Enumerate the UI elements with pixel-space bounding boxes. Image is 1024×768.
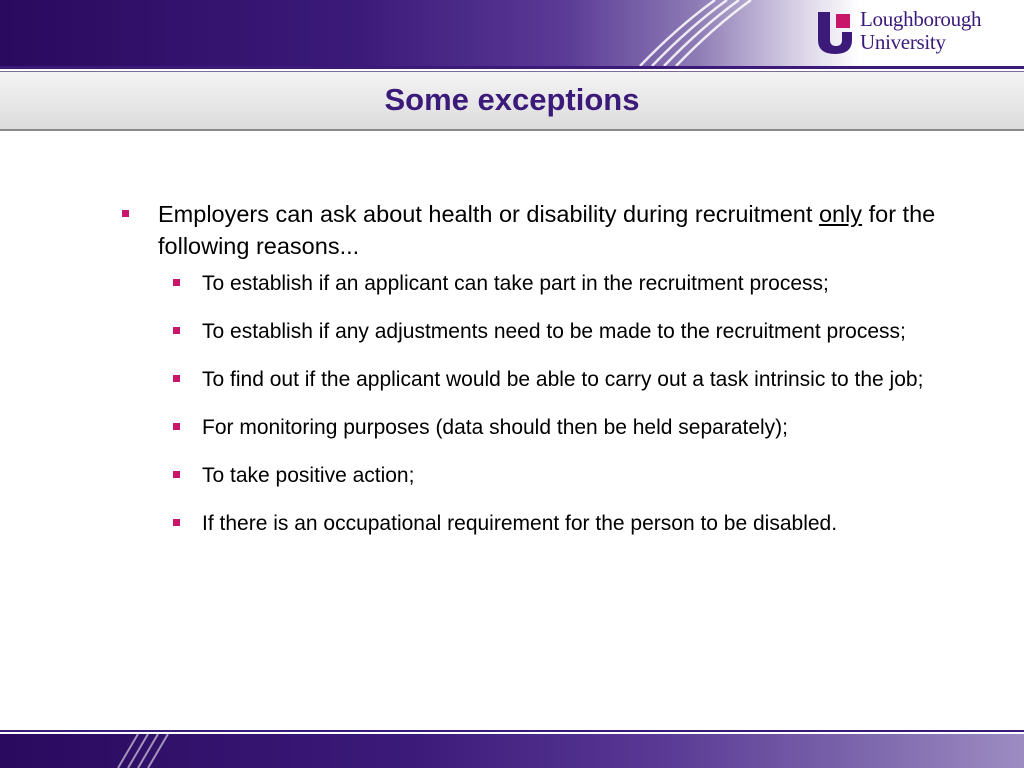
slide-body: [120, 198, 950, 556]
sub-bullet-list: [120, 268, 950, 539]
sub-bullet-item: [120, 412, 950, 443]
bullet-square-icon: [173, 519, 180, 526]
sub-bullet-text: If there is an occupational requirement for the person to be disabled.: [202, 512, 838, 535]
logo-line-1: Loughborough: [860, 7, 982, 31]
shield-icon: [816, 10, 854, 56]
sub-bullet-item: [120, 316, 950, 347]
sub-bullet-text: To establish if an applicant can take part in the recruitment process;: [202, 272, 829, 295]
footer-banner: [0, 734, 1024, 768]
bullet-square-icon: [122, 210, 129, 217]
logo-wordmark: [860, 8, 981, 54]
sub-bullet-text: For monitoring purposes (data should then be held separately);: [202, 416, 789, 439]
bullet-square-icon: [173, 423, 180, 430]
bullet-square-icon: [173, 471, 180, 478]
main-bullet-text-end: for the following reasons...: [158, 201, 936, 259]
slide-title: Some exceptions: [384, 82, 640, 117]
university-logo: [816, 8, 1020, 60]
sub-bullet-item: [120, 508, 950, 539]
sub-bullet-text: To establish if any adjustments need to be made to the recruitment process;: [202, 320, 906, 343]
bullet-square-icon: [173, 279, 180, 286]
sub-bullet-text: To take positive action;: [202, 464, 415, 487]
bullet-square-icon: [173, 327, 180, 334]
logo-line-2: University: [860, 30, 946, 54]
main-bullet-text-start: Employers can ask about health or disability during recruitment: [158, 201, 819, 227]
footer-rule: [0, 730, 1024, 732]
main-bullet: [120, 198, 950, 262]
swoosh-lines-decoration: [0, 734, 1024, 768]
header-rule: [0, 66, 1024, 69]
sub-bullet-item: [120, 364, 950, 395]
bullet-square-icon: [173, 375, 180, 382]
sub-bullet-text: To find out if the applicant would be able to carry out a task intrinsic to the job;: [202, 368, 924, 391]
main-bullet-underlined: only: [818, 201, 863, 227]
sub-bullet-item: [120, 460, 950, 491]
sub-bullet-item: [120, 268, 950, 299]
